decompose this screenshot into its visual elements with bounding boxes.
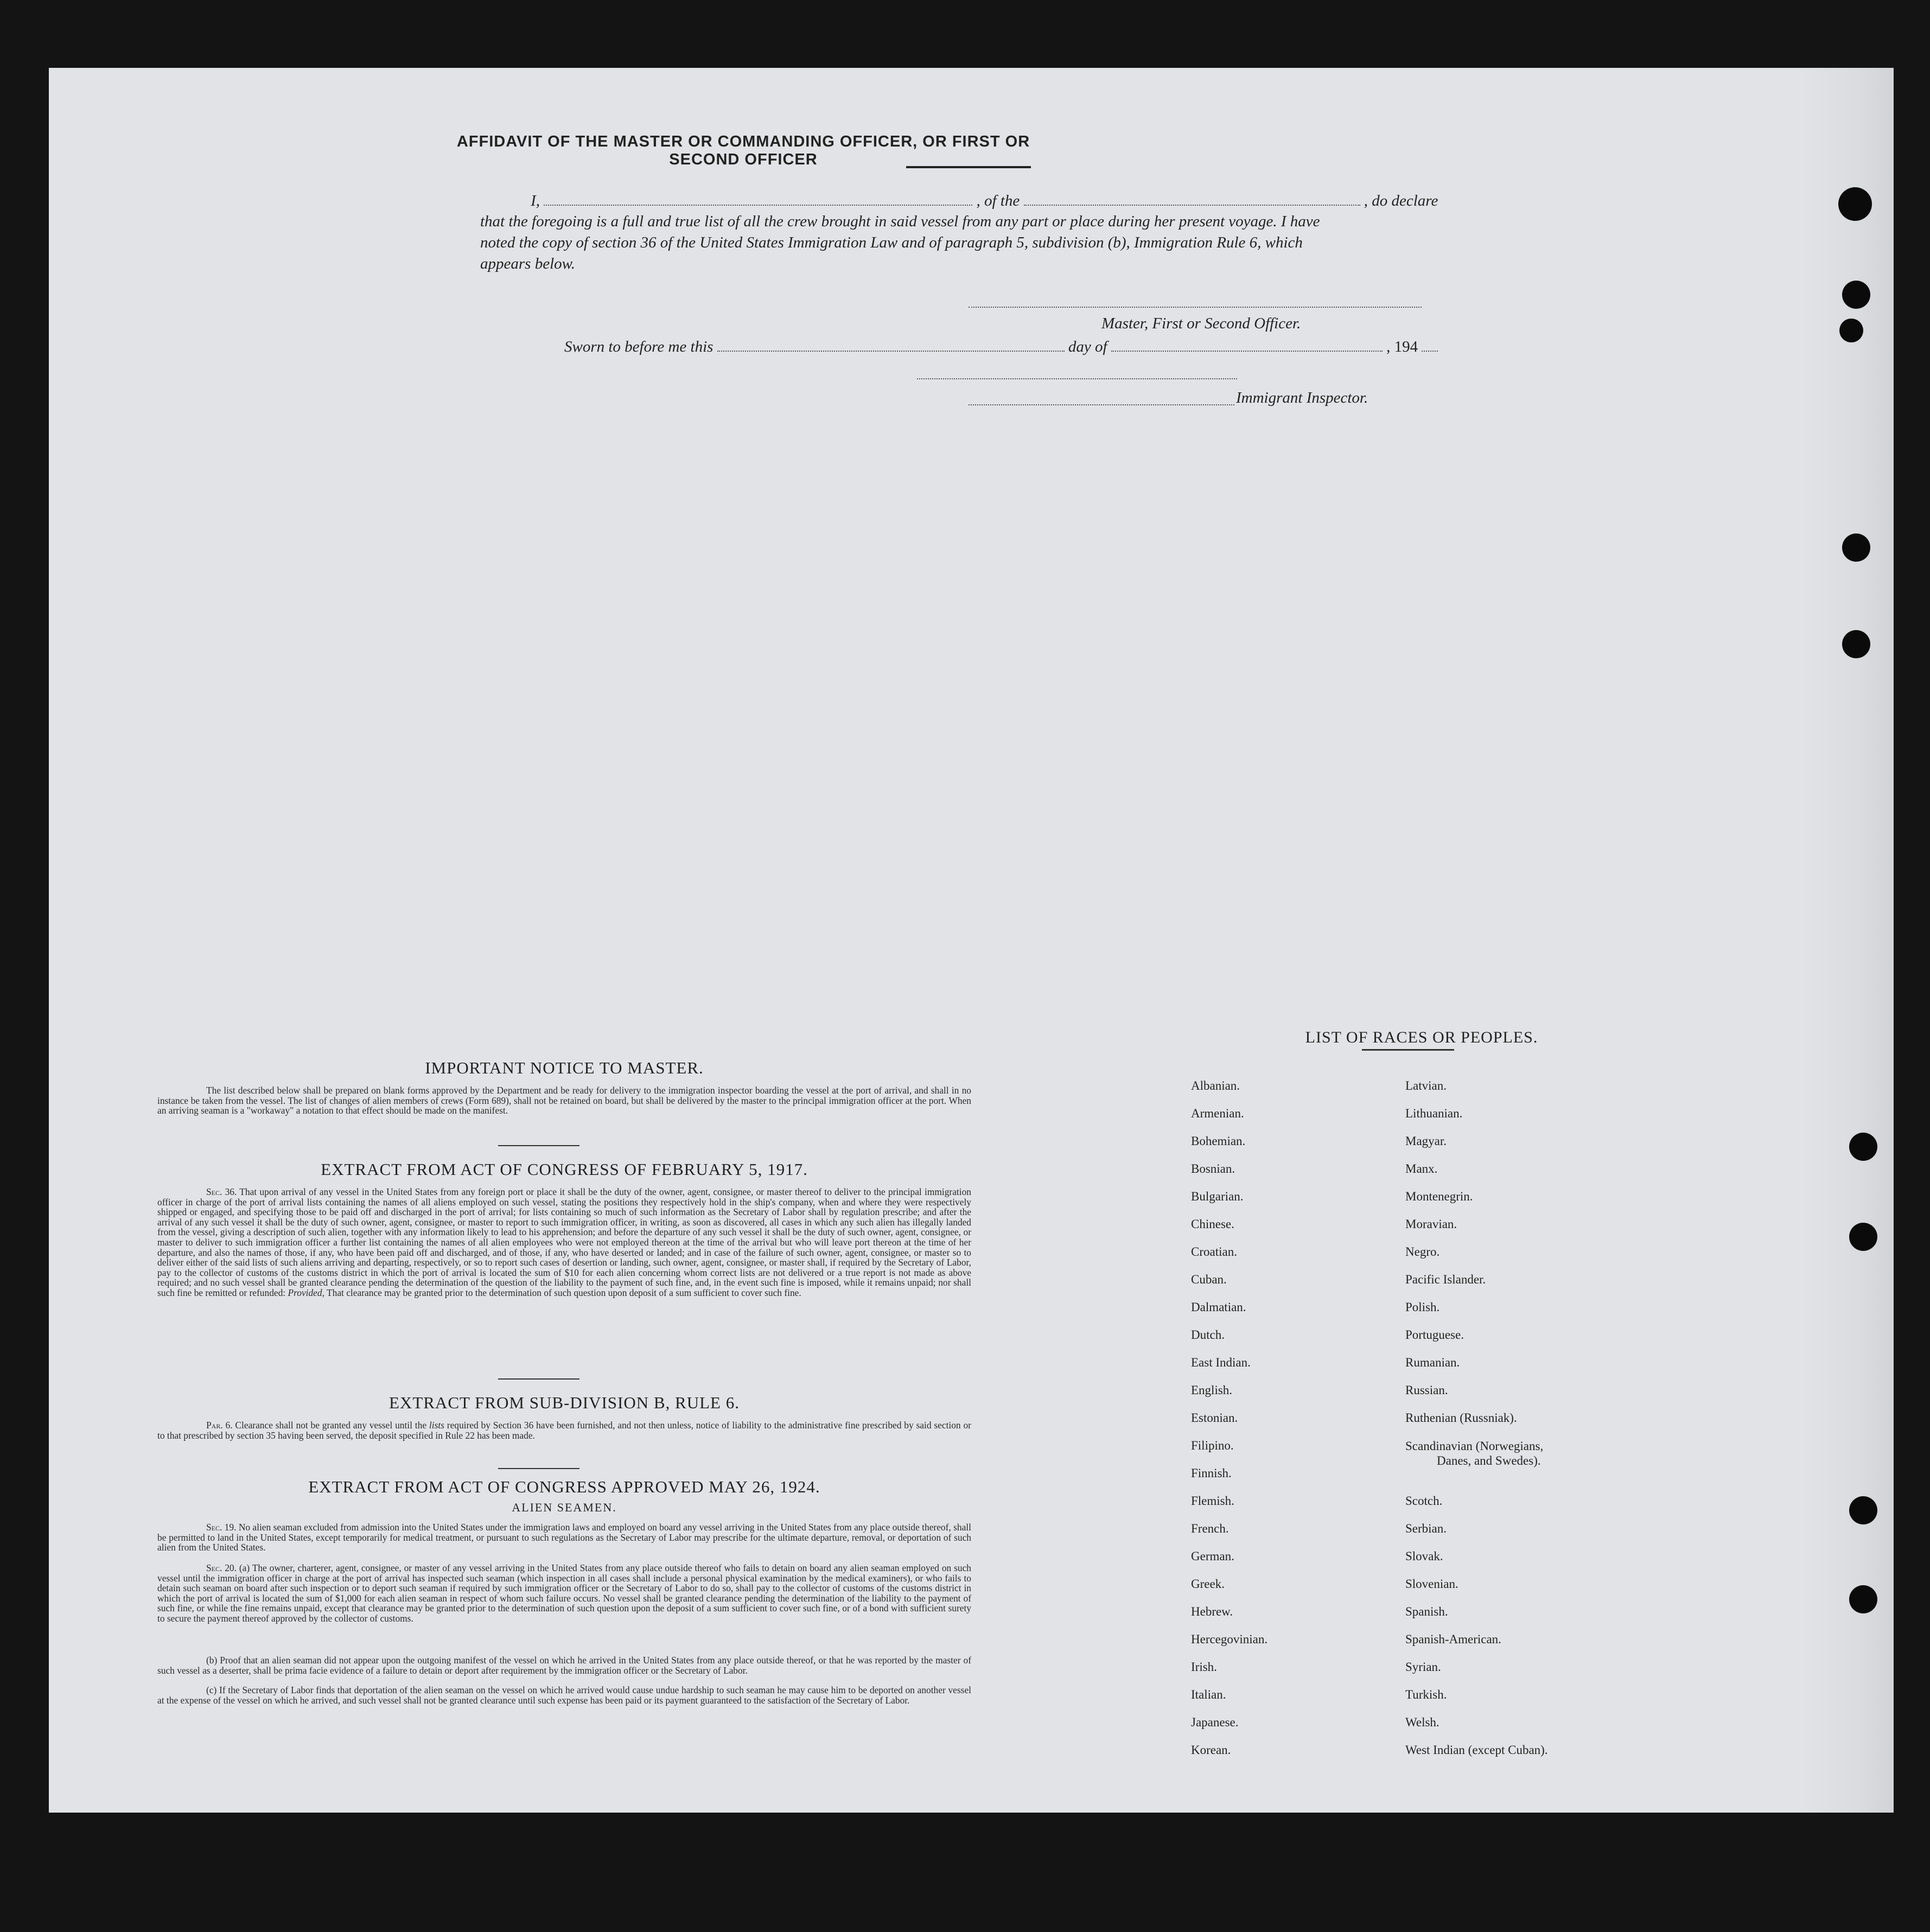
race-item	[1405, 1328, 1548, 1356]
race-item	[1405, 1577, 1548, 1605]
extract-1924-title: EXTRACT FROM ACT OF CONGRESS APPROVED MAY 26, 1924.	[308, 1477, 820, 1496]
punch-hole	[1838, 187, 1872, 221]
punch-hole	[1849, 1223, 1877, 1251]
race-label: Spanish.	[1405, 1605, 1448, 1618]
race-label: Slovak.	[1405, 1549, 1443, 1563]
signature-blank[interactable]	[969, 307, 1422, 308]
sworn-line	[564, 338, 1598, 356]
race-label: Manx.	[1405, 1162, 1438, 1175]
sec-36-label: Sec. 36.	[206, 1186, 237, 1197]
race-label: Scotch.	[1405, 1494, 1443, 1508]
race-item	[1405, 1494, 1548, 1522]
extract-rule6-text	[157, 1420, 971, 1440]
sworn-day-blank[interactable]	[717, 338, 1065, 352]
race-item	[1405, 1522, 1548, 1549]
race-label: Scandinavian (Norwegians,	[1405, 1439, 1544, 1453]
race-item	[1191, 1660, 1267, 1688]
inspector-blank-2[interactable]	[969, 404, 1234, 405]
race-item	[1191, 1162, 1267, 1190]
punch-hole	[1839, 319, 1863, 342]
race-item	[1405, 1356, 1548, 1383]
race-item	[1191, 1328, 1267, 1356]
lists-word: lists	[429, 1420, 444, 1431]
punch-hole	[1849, 1133, 1877, 1161]
race-item	[1191, 1190, 1267, 1217]
race-item	[1191, 1715, 1267, 1743]
inspector-blank-1[interactable]	[917, 378, 1237, 379]
race-label: West Indian (except Cuban).	[1405, 1743, 1548, 1757]
punch-hole	[1842, 533, 1870, 562]
race-item	[1405, 1245, 1548, 1273]
race-item	[1191, 1383, 1267, 1411]
sworn-month-blank[interactable]	[1111, 338, 1383, 352]
race-item	[1405, 1300, 1548, 1328]
race-label: East Indian.	[1191, 1356, 1251, 1369]
race-label: Magyar.	[1405, 1134, 1447, 1148]
race-label: Estonian.	[1191, 1411, 1238, 1425]
affidavit-declare: , do declare	[1364, 192, 1438, 209]
form-back-page	[49, 68, 1894, 1813]
sworn-year-blank[interactable]	[1422, 338, 1438, 352]
race-item	[1191, 1079, 1267, 1107]
race-label: Serbian.	[1405, 1522, 1447, 1535]
par-6-text-b: required by Section 36 have been furnished, and not then unless, notice of liability to the administrative fine prescribed by said section or to that prescribed by section 35 having been served, the deposit specified in Rule 22 has been made.	[157, 1420, 971, 1441]
race-item	[1405, 1134, 1548, 1162]
race-label: Irish.	[1191, 1660, 1217, 1674]
race-label: Portuguese.	[1405, 1328, 1464, 1342]
affidavit-title: AFFIDAVIT OF THE MASTER OR COMMANDING OFFICER, OR FIRST OR SECOND OFFICER	[456, 133, 1030, 168]
race-item	[1191, 1466, 1267, 1494]
punch-hole	[1849, 1585, 1877, 1613]
section-divider	[498, 1468, 579, 1469]
sec-19-body: No alien seaman excluded from admission into the United States under the immigration laws and employed on board any vessel arriving in the United States from any place outside thereof, shall be permitted to land in the United States, except temporarily for medical treatment, or pursuant to such regulations as the Secretary of Labor may prescribe for the ultimate departure, removal, or deportation of such alien from the United States.	[157, 1522, 971, 1553]
race-item	[1191, 1300, 1267, 1328]
race-label: Korean.	[1191, 1743, 1231, 1757]
race-label: English.	[1191, 1383, 1233, 1397]
race-item	[1405, 1688, 1548, 1715]
race-item	[1191, 1743, 1267, 1771]
race-item	[1191, 1439, 1267, 1466]
races-title-rule	[1362, 1049, 1454, 1051]
race-item	[1191, 1217, 1267, 1245]
race-label: Syrian.	[1405, 1660, 1441, 1674]
races-left-column	[1191, 1079, 1267, 1771]
race-item	[1405, 1079, 1548, 1107]
race-label: Negro.	[1405, 1245, 1440, 1259]
sec-20a-body: (a) The owner, charterer, agent, consignee, or master of any vessel arriving in the United States from any place outside thereof who fails to detain on board any alien seaman employed on such vessel until the immigration officer in charge at the port of arrival has inspected such seaman (which inspection in all cases shall include a personal physical examination by the medical examiners), or who fails to detain such seaman on board after such inspection or to deport such seaman if required by such immigration officer or the Secretary of Labor to do so, shall pay to the collector of customs of the customs district in which the port of arrival is located the sum of $1,000 for each alien seaman in respect of whom such failure occurs. No vessel shall be granted clearance pending the determination of the liability to the payment of such fine, or while the fine remains unpaid, except that clearance may be granted prior to the determination of such question upon the deposit of a sum sufficient to cover such fine, or of a bond with sufficient surety to secure the payment thereof approved by the collector of customs.	[157, 1562, 971, 1624]
race-item	[1191, 1522, 1267, 1549]
notice-title: IMPORTANT NOTICE TO MASTER.	[425, 1058, 704, 1077]
race-label: Spanish-American.	[1405, 1632, 1501, 1646]
race-label: French.	[1191, 1522, 1229, 1535]
race-label: Welsh.	[1405, 1715, 1439, 1729]
race-item	[1191, 1632, 1267, 1660]
race-item	[1191, 1688, 1267, 1715]
affidavit-of-the: , of the	[976, 192, 1020, 209]
race-item	[1191, 1411, 1267, 1439]
title-rule	[906, 166, 1031, 168]
race-item	[1405, 1605, 1548, 1632]
race-label: Dutch.	[1191, 1328, 1225, 1342]
race-item	[1405, 1107, 1548, 1134]
race-label: Italian.	[1191, 1688, 1226, 1701]
race-label: Moravian.	[1405, 1217, 1457, 1231]
extract-1924-subtitle: ALIEN SEAMEN.	[512, 1501, 617, 1514]
race-label: Bohemian.	[1191, 1134, 1246, 1148]
sec-19-label: Sec. 19.	[206, 1522, 237, 1533]
race-item	[1405, 1632, 1548, 1660]
affidavit-line-4: appears below.	[480, 255, 576, 272]
sworn-day-of: day of	[1068, 338, 1107, 355]
race-item	[1405, 1549, 1548, 1577]
section-divider	[498, 1145, 579, 1146]
race-label: Finnish.	[1191, 1466, 1232, 1480]
race-label: Cuban.	[1191, 1273, 1227, 1286]
sworn-prefix: Sworn to before me this	[564, 338, 714, 355]
race-label: Lithuanian.	[1405, 1107, 1463, 1120]
race-item	[1405, 1466, 1548, 1494]
race-item	[1191, 1577, 1267, 1605]
par-6-label: Par. 6.	[206, 1420, 233, 1431]
race-label: Bosnian.	[1191, 1162, 1235, 1175]
race-item	[1191, 1549, 1267, 1577]
race-item	[1405, 1162, 1548, 1190]
race-item	[1405, 1190, 1548, 1217]
par-6-text-a: Clearance shall not be granted any vessel until the	[235, 1420, 427, 1431]
race-label: Turkish.	[1405, 1688, 1447, 1701]
race-label: Montenegrin.	[1405, 1190, 1473, 1203]
race-item	[1191, 1245, 1267, 1273]
race-label: Greek.	[1191, 1577, 1225, 1591]
extract-1917-text	[157, 1187, 971, 1298]
race-item	[1191, 1134, 1267, 1162]
race-item	[1191, 1107, 1267, 1134]
extract-1917-title: EXTRACT FROM ACT OF CONGRESS OF FEBRUARY 5, 1917.	[321, 1160, 808, 1179]
race-item	[1191, 1605, 1267, 1632]
inspector-label: Immigrant Inspector.	[1236, 389, 1368, 406]
race-label: Armenian.	[1191, 1107, 1244, 1120]
race-item	[1191, 1494, 1267, 1522]
notice-text: The list described below shall be prepared on blank forms approved by the Department and be ready for delivery to the immigration inspector boarding the vessel at the port of arrival, and shall in no instance be taken from the vessel. The list of changes of alien members of crews (Form 689), shall not be retained on board, but shall be delivered by the master to the principal immigration officer at the port. When an arriving seaman is a "workaway" a notation to that effect should be made on the manifest.	[157, 1085, 971, 1116]
sec-36-text: That upon arrival of any vessel in the United States from any foreign port or place it shall be the duty of the owner, agent, consignee, or master thereof to deliver to the principal immigration officer in charge of the port of arrival lists containing the names of all aliens employed on such vessel, stating the positions they respectively hold in the ship's company, when and where they were respectively shipped or engaged, and specifying those to be paid off and discharged in the port of arrival; for lists containing so much of such information as the Secretary of Labor shall by regulation prescribe; and after the arrival of any such vessel it shall be the duty of such owner, agent, consignee, or master to report to such immigration officer, in writing, as soon as discovered, all cases in which any such alien has illegally landed from the vessel, giving a description of such alien, together with any information likely to lead to his apprehension; and before the departure of any such vessel it shall be the duty of such owner, agent, consignee, or master to deliver to such immigration officer a further list containing the names of all alien employees who were not employed thereon at the time of the arrival but who will leave port thereon at the time of her departure, and also the names of those, if any, who have been paid off and discharged, and of those, if any, who have deserted or landed; and in case of the failure of such owner, agent, consignee, or master so to deliver either of the said lists of such aliens arriving and departing, respectively, or so to report such cases of desertion or landing, such owner, agent, consignee, or master shall, if required by the Secretary of Labor, pay to the collector of customs of the customs district in which the port of arrival is located the sum of $10 for each alien concerning whom correct lists are not delivered or a true report is not made as above required; and no such vessel shall be granted clearance pending the determination of the question of the liability to the payment of such fine, and, in the event such fine is imposed, while it remains unpaid; nor shall such fine be remitted or refunded:	[157, 1186, 971, 1298]
race-item	[1405, 1383, 1548, 1411]
sec-19-text	[157, 1522, 971, 1553]
affidavit-line-1	[480, 192, 1514, 210]
race-label: Croatian.	[1191, 1245, 1237, 1259]
races-right-column	[1405, 1079, 1548, 1771]
race-label: Filipino.	[1191, 1439, 1234, 1452]
race-label: Russian.	[1405, 1383, 1448, 1397]
race-item	[1191, 1356, 1267, 1383]
race-label: Polish.	[1405, 1300, 1440, 1314]
sec-20c-text: (c) If the Secretary of Labor finds that deportation of the alien seaman on the vessel on which he arrived would cause undue hardship to such seaman he may cause him to be deported on another vessel at the expense of the vessel on which he arrived, and such vessel shall not be granted clearance until such expense has been paid or its payment guaranteed to the satisfaction of the Secretary of Labor.	[157, 1685, 971, 1706]
affidavit-line-3: noted the copy of section 36 of the United States Immigration Law and of paragraph 5, subdivision (b), Immigration Rule 6, which	[480, 234, 1303, 251]
section-divider	[498, 1378, 579, 1380]
race-label-continued: Danes, and Swedes).	[1437, 1454, 1541, 1467]
race-label: Japanese.	[1191, 1715, 1239, 1729]
signature-label: Master, First or Second Officer.	[1101, 315, 1301, 332]
sec-20a-text	[157, 1563, 971, 1624]
sec-36-text-end: That clearance may be granted prior to the determination of such question upon deposit of a sum sufficient to cover such fine.	[327, 1287, 801, 1298]
race-label: Albanian.	[1191, 1079, 1240, 1092]
race-item	[1405, 1439, 1548, 1466]
affidavit-i: I,	[531, 192, 540, 209]
race-label: Latvian.	[1405, 1079, 1447, 1092]
sec-20-label: Sec. 20.	[206, 1562, 237, 1573]
punch-hole	[1842, 630, 1870, 658]
race-item	[1405, 1411, 1548, 1439]
affidavit-line-2: that the foregoing is a full and true list of all the crew brought in said vessel from any part or place during her present voyage. I have	[480, 213, 1320, 230]
sec-20b-text: (b) Proof that an alien seaman did not appear upon the outgoing manifest of the vessel on which he arrived in the United States from any place outside thereof, or that he was reported by the master of such vessel as a deserter, shall be prima facie evidence of a failure to detain or deport after requirement by the immigration officer or the Secretary of Labor.	[157, 1655, 971, 1676]
race-item	[1405, 1660, 1548, 1688]
race-label: Slovenian.	[1405, 1577, 1458, 1591]
race-item	[1405, 1217, 1548, 1245]
race-label: Ruthenian (Russniak).	[1405, 1411, 1517, 1425]
punch-hole	[1849, 1496, 1877, 1524]
extract-rule6-title: EXTRACT FROM SUB-DIVISION B, RULE 6.	[389, 1393, 740, 1412]
race-label: German.	[1191, 1549, 1234, 1563]
race-item	[1405, 1743, 1548, 1771]
name-blank[interactable]	[544, 192, 972, 206]
race-label: Flemish.	[1191, 1494, 1234, 1508]
race-label: Chinese.	[1191, 1217, 1234, 1231]
race-label: Rumanian.	[1405, 1356, 1460, 1369]
race-label: Pacific Islander.	[1405, 1273, 1486, 1286]
races-title: LIST OF RACES OR PEOPLES.	[1305, 1028, 1538, 1046]
race-item	[1191, 1273, 1267, 1300]
race-label: Bulgarian.	[1191, 1190, 1244, 1203]
provided-word: Provided,	[288, 1287, 324, 1298]
race-item	[1405, 1273, 1548, 1300]
race-item	[1405, 1715, 1548, 1743]
race-label: Hebrew.	[1191, 1605, 1233, 1618]
race-label: Dalmatian.	[1191, 1300, 1246, 1314]
vessel-blank[interactable]	[1024, 192, 1360, 206]
race-label: Hercegovinian.	[1191, 1632, 1268, 1646]
sworn-year: , 194	[1386, 338, 1418, 355]
punch-hole	[1842, 281, 1870, 309]
